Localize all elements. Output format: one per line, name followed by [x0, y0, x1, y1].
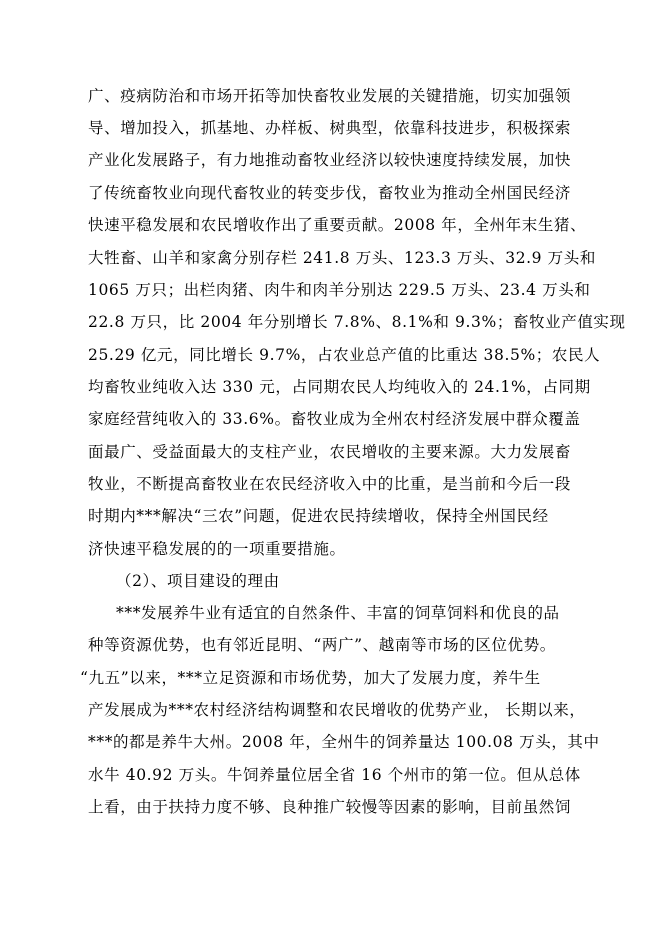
text-line-18: 种等资源优势，也有邻近昆明、“两广”、越南等市场的区位优势。	[88, 636, 556, 654]
section-heading: （2）、项目建设的理由	[116, 572, 280, 590]
text-line-1: 广、疫病防治和市场开拓等加快畜牧业发展的关键措施，切实加强领	[88, 87, 572, 105]
text-line-13: 牧业，不断提高畜牧业在农民经济收入中的比重，是当前和今后一段	[88, 475, 572, 493]
text-line-7: 1065 万只；出栏肉猪、肉牛和肉羊分别达 229.5 万头、23.4 万头和	[88, 281, 591, 299]
text-line-11: 家庭经营纯收入的 33.6%。畜牧业成为全州农村经济发展中群众覆盖	[88, 410, 581, 428]
text-line-22: 水牛 40.92 万头。牛饲养量位居全省 16 个州市的第一位。但从总体	[88, 766, 581, 784]
text-line-12: 面最广、受益面最大的支柱产业，农民增收的主要来源。大力发展畜	[88, 443, 572, 461]
text-line-14: 时期内***解决“三农”问题，促进农民持续增收，保持全州国民经	[88, 507, 549, 525]
text-line-4: 了传统畜牧业向现代畜牧业的转变步伐，畜牧业为推动全州国民经济	[88, 184, 572, 202]
text-line-15: 济快速平稳发展的的一项重要措施。	[88, 540, 346, 558]
text-line-21: ***的都是养牛大州。2008 年，全州牛的饲养量达 100.08 万头，其中	[88, 733, 600, 751]
text-line-17: ***发展养牛业有适宜的自然条件、丰富的饲草饲料和优良的品	[116, 604, 560, 622]
text-line-23: 上看，由于扶持力度不够、良种推广较慢等因素的影响，目前虽然饲	[88, 798, 572, 816]
text-line-8: 22.8 万只，比 2004 年分别增长 7.8%、8.1%和 9.3%；畜牧业产值实现	[88, 313, 626, 331]
text-line-5: 快速平稳发展和农民增收作出了重要贡献。2008 年，全州年末生猪、	[88, 216, 587, 234]
text-line-3: 产业化发展路子，有力地推动畜牧业经济以较快速度持续发展，加快	[88, 151, 572, 169]
text-line-19: “九五”以来，***立足资源和市场优势，加大了发展力度，养牛生	[80, 669, 541, 687]
text-line-2: 导、增加投入，抓基地、办样板、树典型，依靠科技进步，积极探索	[88, 119, 572, 137]
text-line-10: 均畜牧业纯收入达 330 元，占同期农民人均纯收入的 24.1%，占同期	[88, 378, 591, 396]
text-line-9: 25.29 亿元，同比增长 9.7%，占农业总产值的比重达 38.5%；农民人	[88, 346, 601, 364]
text-line-6: 大牲畜、山羊和家禽分别存栏 241.8 万头、123.3 万头、32.9 万头和	[88, 249, 596, 267]
text-line-20: 产发展成为***农村经济结构调整和农民增收的优势产业， 长期以来，	[88, 701, 586, 719]
